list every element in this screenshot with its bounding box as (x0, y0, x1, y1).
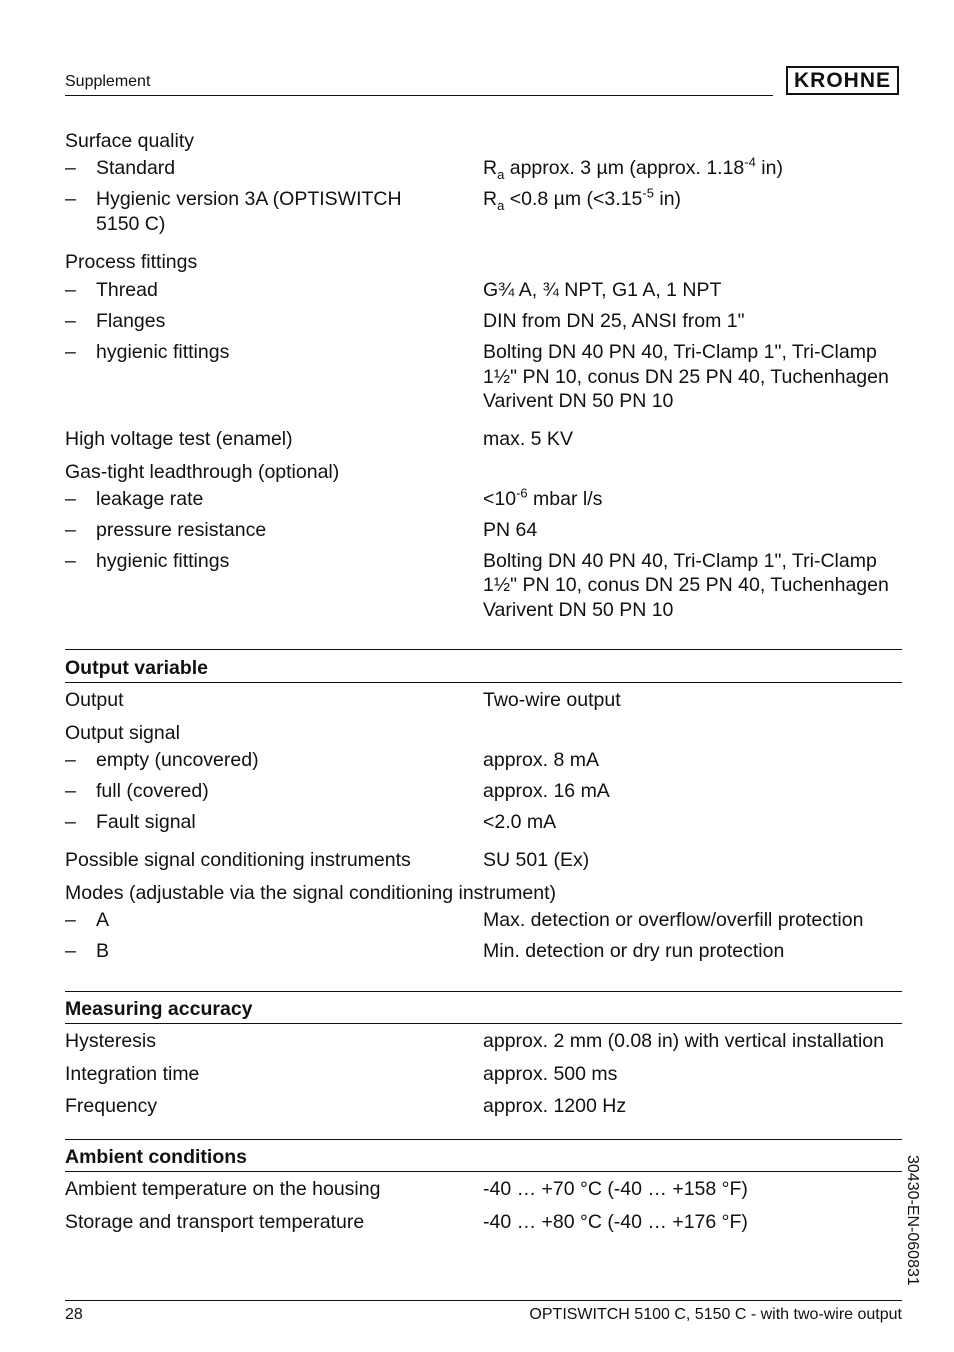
gas-tight-title: Gas-tight leadthrough (optional) (65, 461, 340, 483)
surface-hygienic-label-1: Hygienic version 3A (OPTISWITCH (96, 188, 402, 210)
surface-standard-label: Standard (96, 157, 176, 179)
section-rule-top (65, 991, 902, 992)
gas-hygienic-value-1: Bolting DN 40 PN 40, Tri-Clamp 1", Tri-Clamp (483, 550, 877, 572)
section-label: Supplement (65, 73, 151, 90)
accuracy-integration-label: Integration time (65, 1063, 200, 1085)
process-flanges-value: DIN from DN 25, ANSI from 1" (483, 310, 745, 332)
accuracy-heading: Measuring accuracy (65, 998, 253, 1020)
krohne-logo: KROHNE (786, 66, 899, 95)
gas-hygienic-value-2: 1½" PN 10, conus DN 25 PN 40, Tuchenhagen (483, 574, 889, 596)
output-instruments-value: SU 501 (Ex) (483, 849, 590, 871)
footer-product: OPTISWITCH 5100 C, 5150 C - with two-wire output (529, 1306, 902, 1323)
dash-bullet: – (65, 519, 76, 541)
document-code: 30430-EN-060831 (904, 1155, 921, 1286)
output-instruments-label: Possible signal conditioning instruments (65, 849, 411, 871)
gas-leak-label: leakage rate (96, 488, 204, 510)
surface-hygienic-value: $R_a <0.8$ µm ($<3.15^{-5}$ in) (483, 185, 682, 213)
gas-pressure-value: PN 64 (483, 519, 538, 541)
hv-label: High voltage test (enamel) (65, 428, 293, 450)
output-fault-value: <2.0 mA (483, 811, 557, 833)
process-hygienic-value-1: Bolting DN 40 PN 40, Tri-Clamp 1", Tri-Clamp (483, 341, 877, 363)
dash-bullet: – (65, 811, 76, 833)
dash-bullet: – (65, 780, 76, 802)
output-heading: Output variable (65, 657, 209, 679)
dash-bullet: – (65, 157, 76, 179)
gas-hygienic-value-3: Varivent DN 50 PN 10 (483, 599, 674, 621)
ambient-housing-label: Ambient temperature on the housing (65, 1178, 381, 1200)
section-rule-top (65, 649, 902, 650)
surface-quality-title: Surface quality (65, 130, 194, 152)
dash-bullet: – (65, 188, 76, 210)
dash-bullet: – (65, 550, 76, 572)
dash-bullet: – (65, 749, 76, 771)
accuracy-integration-value: approx. 500 ms (483, 1063, 618, 1085)
output-modes-title: Modes (adjustable via the signal conditioning instrument) (65, 882, 557, 904)
section-rule-bottom (65, 1023, 902, 1024)
output-mode-a-label: A (96, 909, 110, 931)
dash-bullet: – (65, 488, 76, 510)
ambient-storage-label: Storage and transport temperature (65, 1211, 365, 1233)
gas-leak-value: $<10^{-6}$ mbar l/s (483, 485, 603, 510)
output-mode-a-value: Max. detection or overflow/overfill protection (483, 909, 864, 931)
process-fittings-title: Process fittings (65, 251, 198, 273)
output-mode-b-value: Min. detection or dry run protection (483, 940, 785, 962)
dash-bullet: – (65, 310, 76, 332)
accuracy-frequency-value: approx. 1200 Hz (483, 1095, 627, 1117)
output-full-value: approx. 16 mA (483, 780, 610, 802)
accuracy-hysteresis-value: approx. 2 mm (0.08 in) with vertical installation (483, 1030, 884, 1052)
output-empty-label: empty (uncovered) (96, 749, 259, 771)
footer-rule (65, 1300, 902, 1301)
process-thread-value: G¾ A, ¾ NPT, G1 A, 1 NPT (483, 279, 722, 301)
output-signal-title: Output signal (65, 722, 180, 744)
process-hygienic-label: hygienic fittings (96, 341, 230, 363)
accuracy-hysteresis-label: Hysteresis (65, 1030, 157, 1052)
output-mode-b-label: B (96, 940, 110, 962)
ambient-housing-value: -40 … +70 °C (-40 … +158 °F) (483, 1178, 748, 1200)
accuracy-frequency-label: Frequency (65, 1095, 158, 1117)
process-hygienic-value-2: 1½" PN 10, conus DN 25 PN 40, Tuchenhagen (483, 366, 889, 388)
process-thread-label: Thread (96, 279, 158, 301)
output-label: Output (65, 689, 124, 711)
dash-bullet: – (65, 909, 76, 931)
dash-bullet: – (65, 940, 76, 962)
output-value: Two-wire output (483, 689, 621, 711)
hv-value: max. 5 KV (483, 428, 573, 450)
ambient-storage-value: -40 … +80 °C (-40 … +176 °F) (483, 1211, 748, 1233)
surface-hygienic-label-2: 5150 C) (96, 213, 166, 235)
gas-hygienic-label: hygienic fittings (96, 550, 230, 572)
section-rule-bottom (65, 1171, 902, 1172)
surface-standard-value: $R_a$ approx. 3 µm (approx. $1.18^{-4}$ in) (483, 154, 783, 182)
dash-bullet: – (65, 341, 76, 363)
output-full-label: full (covered) (96, 780, 209, 802)
section-rule-top (65, 1139, 902, 1140)
ambient-heading: Ambient conditions (65, 1146, 247, 1168)
section-rule-bottom (65, 682, 902, 683)
gas-pressure-label: pressure resistance (96, 519, 267, 541)
page-number: 28 (65, 1306, 83, 1323)
process-hygienic-value-3: Varivent DN 50 PN 10 (483, 390, 674, 412)
dash-bullet: – (65, 279, 76, 301)
header-rule (65, 95, 773, 96)
process-flanges-label: Flanges (96, 310, 166, 332)
output-fault-label: Fault signal (96, 811, 196, 833)
output-empty-value: approx. 8 mA (483, 749, 599, 771)
